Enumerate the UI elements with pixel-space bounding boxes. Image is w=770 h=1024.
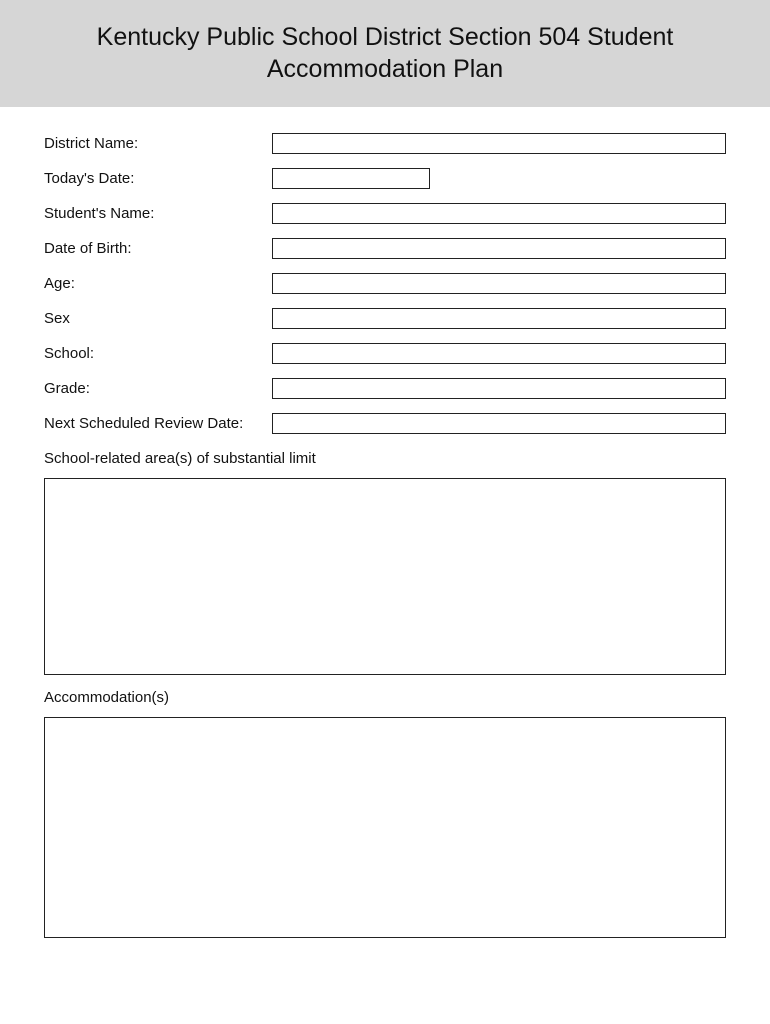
accommodations-textarea[interactable] bbox=[44, 717, 726, 938]
sex-label: Sex bbox=[44, 310, 70, 327]
school-field[interactable] bbox=[272, 343, 726, 364]
form-title-line-1: Kentucky Public School District Section 504 Student bbox=[96, 22, 674, 51]
district-name-label: District Name: bbox=[44, 135, 139, 152]
student-name-field[interactable] bbox=[272, 203, 726, 224]
form-header bbox=[0, 0, 770, 107]
substantial-limit-label: School-related area(s) of substantial limit bbox=[44, 450, 316, 467]
district-name-field[interactable] bbox=[272, 133, 726, 154]
age-label: Age: bbox=[44, 275, 75, 292]
todays-date-field[interactable] bbox=[272, 168, 430, 189]
substantial-limit-textarea[interactable] bbox=[44, 478, 726, 675]
grade-label: Grade: bbox=[44, 380, 90, 397]
grade-field[interactable] bbox=[272, 378, 726, 399]
date-of-birth-field[interactable] bbox=[272, 238, 726, 259]
todays-date-label: Today's Date: bbox=[44, 170, 135, 187]
age-field[interactable] bbox=[272, 273, 726, 294]
school-label: School: bbox=[44, 345, 95, 362]
date-of-birth-label: Date of Birth: bbox=[44, 240, 132, 257]
student-name-label: Student's Name: bbox=[44, 205, 155, 222]
accommodations-label: Accommodation(s) bbox=[44, 689, 170, 706]
form-title-line-2: Accommodation Plan bbox=[266, 54, 504, 83]
next-review-date-label: Next Scheduled Review Date: bbox=[44, 415, 244, 432]
sex-field[interactable] bbox=[272, 308, 726, 329]
next-review-date-field[interactable] bbox=[272, 413, 726, 434]
